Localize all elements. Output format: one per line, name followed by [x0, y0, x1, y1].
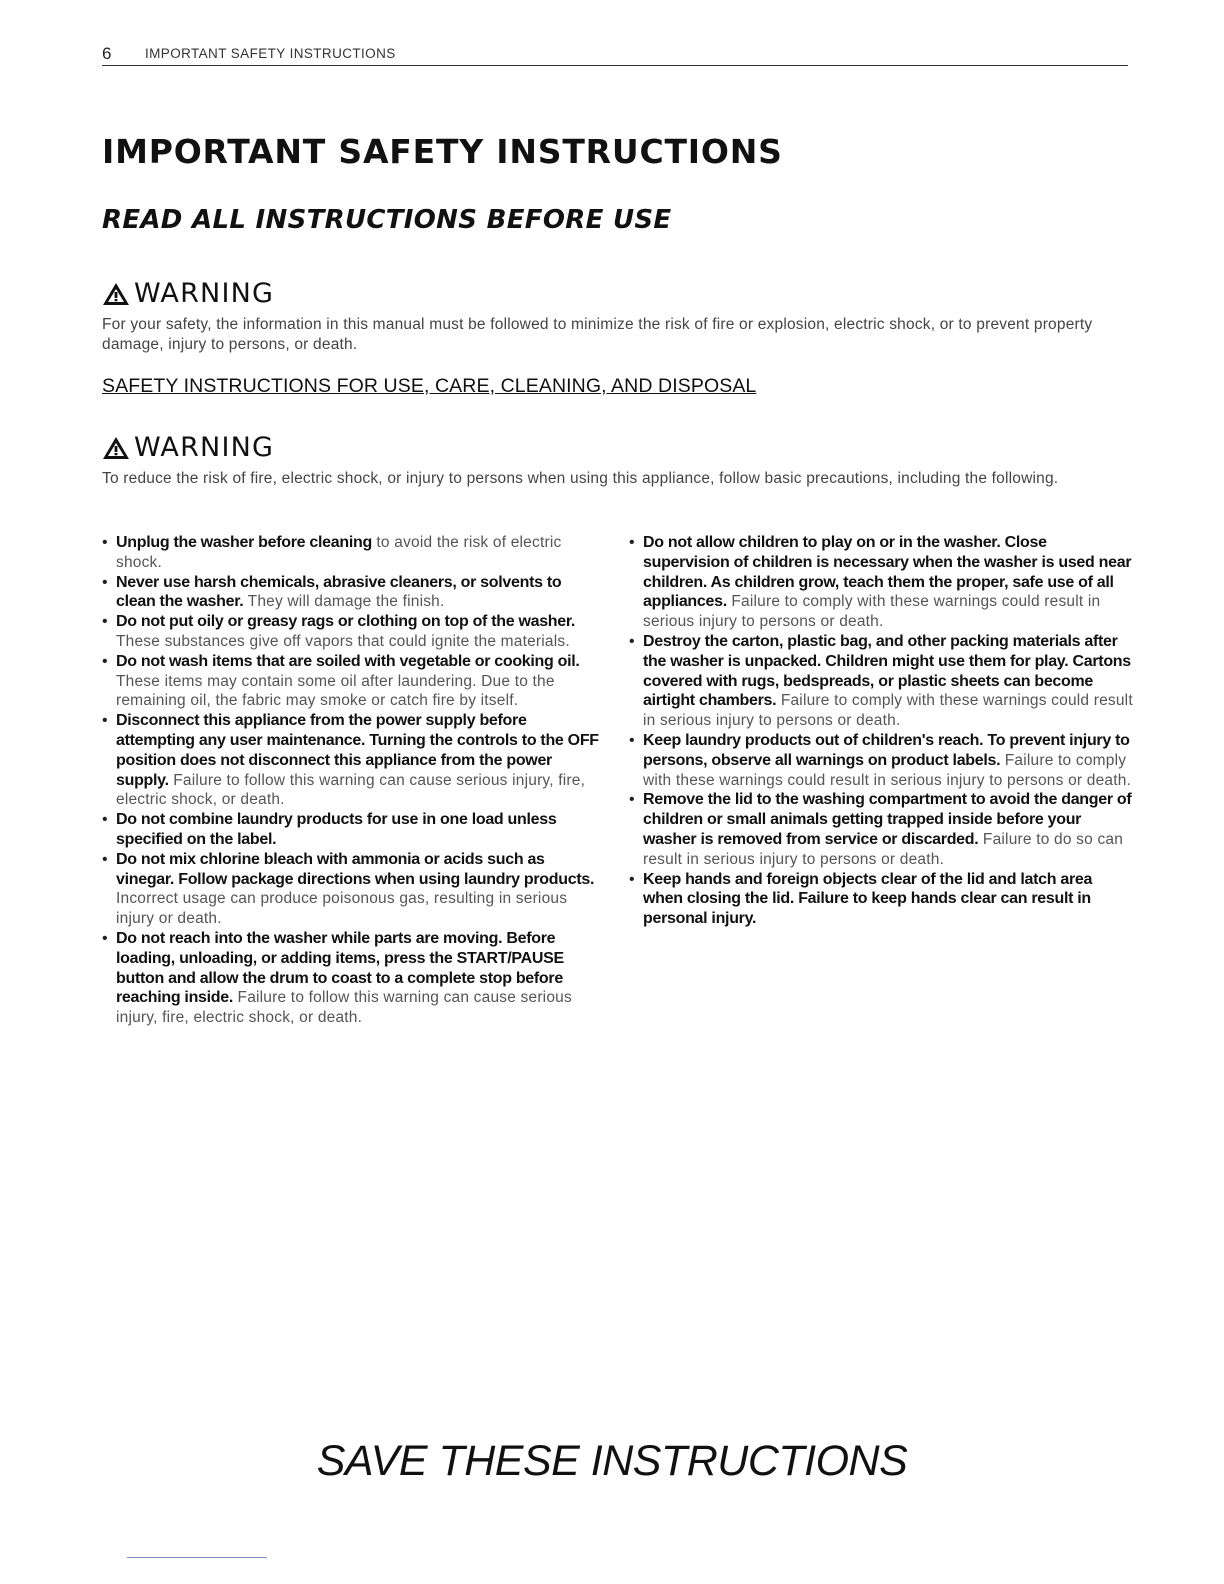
warning-block-2: [102, 434, 1112, 489]
list-item: • Do not combine laundry products for use in one load unless specified on the label.: [102, 810, 602, 850]
warning-text: To reduce the risk of fire, electric shock, or injury to persons when using this appliance, follow basic precautions, including the following.: [102, 470, 1059, 487]
list-item: • Remove the lid to the washing compartment to avoid the danger of children or small animals getting trapped inside before your washer is removed from service or discarded. Failure to do so can result in serious injury to persons or death.: [629, 790, 1134, 869]
left-safety-list: [102, 533, 602, 1028]
warning-label: WARNING: [134, 278, 275, 309]
warning-heading: [102, 280, 1112, 307]
warning-block-1: [102, 280, 1112, 355]
warning-text: For your safety, the information in this manual must be followed to minimize the risk of fire or explosion, electric shock, or to prevent property damage, injury to persons, or death.: [102, 316, 1093, 353]
right-safety-list: [629, 533, 1134, 929]
list-item: • Do not mix chlorine bleach with ammonia or acids such as vinegar. Follow package directions when using laundry products. Incorrect usage can produce poisonous gas, resulting in serious injury or death.: [102, 850, 602, 929]
page-title: IMPORTANT SAFETY INSTRUCTIONS: [102, 132, 783, 171]
section-heading: SAFETY INSTRUCTIONS FOR USE, CARE, CLEANING, AND DISPOSAL: [102, 375, 757, 397]
left-column: [102, 533, 602, 1028]
list-item: • Do not allow children to play on or in the washer. Close supervision of children is necessary when the washer is used near children. As children grow, teach them the proper, safe use of all appliances. Failure to comply with these warnings could result in serious injury to persons or death.: [629, 533, 1134, 632]
list-item: • Keep laundry products out of children's reach. To prevent injury to persons, observe all warnings on product labels. Failure to comply with these warnings could result in serious injury to persons or death.: [629, 731, 1134, 790]
list-item: • Unplug the washer before cleaning to avoid the risk of electric shock.: [102, 533, 602, 573]
list-item: • Do not wash items that are soiled with vegetable or cooking oil. These items may contain some oil after laundering. Due to the remaining oil, the fabric may smoke or catch fire by itself.: [102, 652, 602, 711]
right-column: [629, 533, 1134, 929]
warning-triangle-icon: [102, 282, 130, 306]
page-number: 6: [102, 44, 112, 63]
footer-divider: [127, 1557, 267, 1558]
running-title: IMPORTANT SAFETY INSTRUCTIONS: [145, 46, 396, 61]
warning-heading: [102, 434, 1112, 461]
list-item: • Never use harsh chemicals, abrasive cleaners, or solvents to clean the washer. They will damage the finish.: [102, 573, 602, 613]
list-item: • Destroy the carton, plastic bag, and other packing materials after the washer is unpacked. Children might use them for play. Cartons covered with rugs, bedspreads, or plastic sheets can become airtight chambers. Failure to comply with these warnings could result in serious injury to persons or death.: [629, 632, 1134, 731]
warning-triangle-icon: [102, 436, 130, 460]
list-item: • Do not reach into the washer while parts are moving. Before loading, unloading, or adding items, press the START/PAUSE button and allow the drum to coast to a complete stop before reaching inside. Failure to follow this warning can cause serious injury, fire, electric shock, or death.: [102, 929, 602, 1028]
running-header: [102, 44, 1128, 66]
warning-label: WARNING: [134, 432, 275, 463]
save-instructions-footer: SAVE THESE INSTRUCTIONS: [316, 1437, 908, 1485]
page-subtitle: READ ALL INSTRUCTIONS BEFORE USE: [102, 205, 672, 235]
list-item: • Keep hands and foreign objects clear of the lid and latch area when closing the lid. Failure to keep hands clear can result in personal injury.: [629, 870, 1134, 929]
list-item: • Do not put oily or greasy rags or clothing on top of the washer. These substances give off vapors that could ignite the materials.: [102, 612, 602, 652]
list-item: • Disconnect this appliance from the power supply before attempting any user maintenance. Turning the controls to the OFF position does not disconnect this appliance from the power supply. Failure to follow this warning can cause serious injury, fire, electric shock, or death.: [102, 711, 602, 810]
